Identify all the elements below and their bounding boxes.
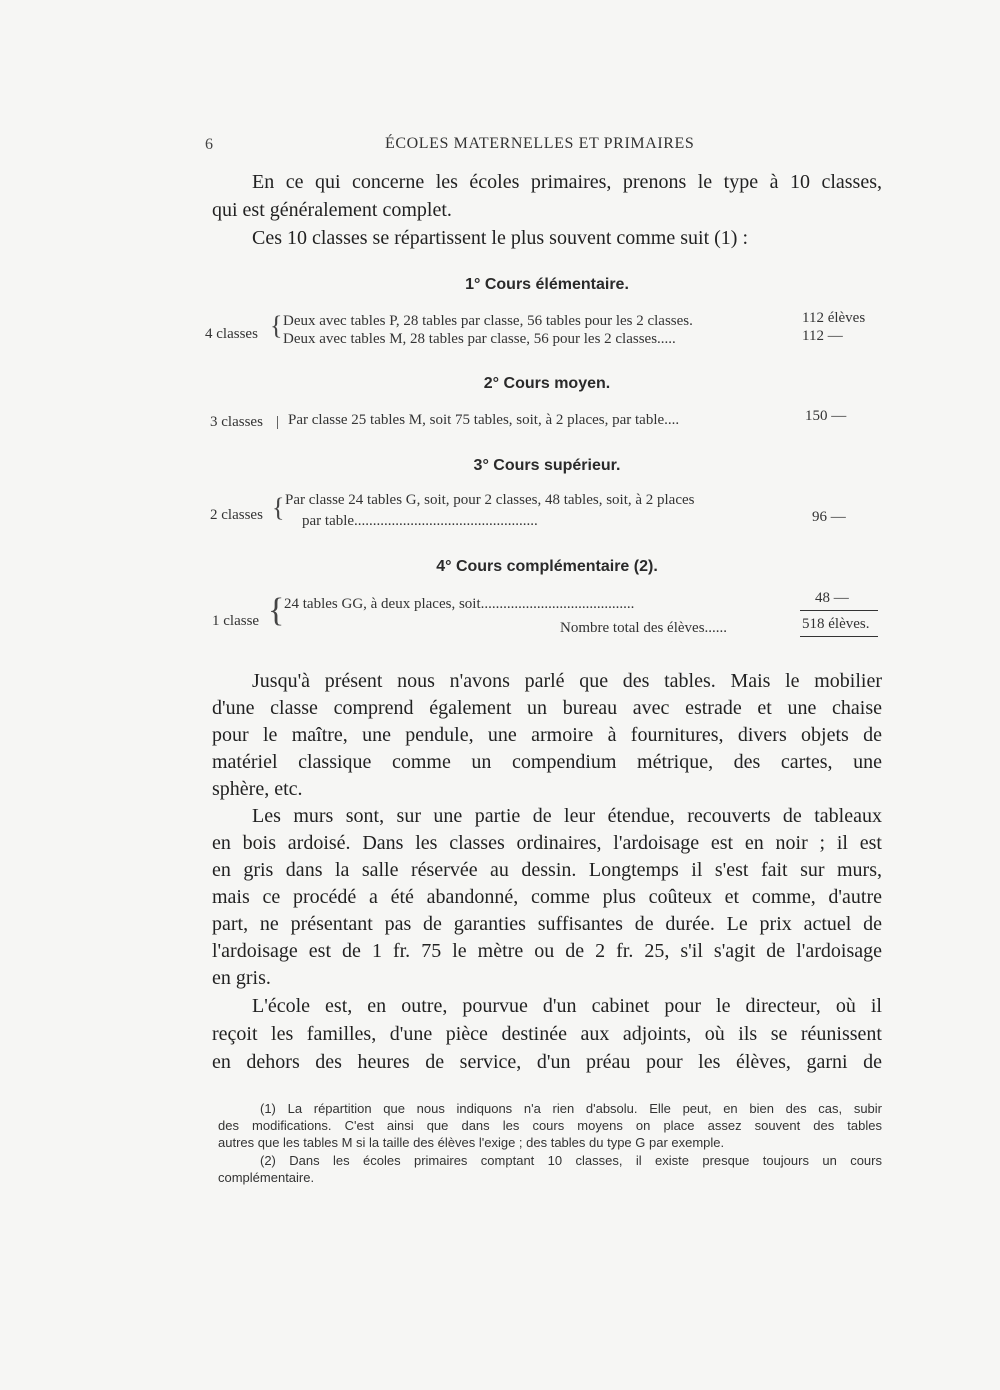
body-paragraph-3 [212, 992, 882, 1076]
p2-line-2: en bois ardoisé. Dans les classes ordinaires, l'ardoisage est en noir ; il est [212, 832, 882, 854]
section-3-value: 96 — [812, 509, 846, 525]
p3-line-3: en dehors des heures de service, d'un préau pour les élèves, garni de [212, 1051, 882, 1073]
section-1-row-2-value: 112 — [802, 328, 843, 344]
section-3-group-label: 2 classes [210, 507, 263, 523]
p2-line-1: Les murs sont, sur une partie de leur étendue, recouverts de tableaux [252, 805, 882, 827]
section-2-group-label: 3 classes [210, 414, 263, 430]
section-4-group-label: 1 classe [212, 613, 260, 629]
body-paragraph-2 [212, 803, 882, 992]
footnote-2 [218, 1152, 882, 1186]
total-label: Nombre total des élèves...... [560, 620, 728, 636]
p1-line-2: d'une classe comprend également un bureau avec estrade et une chaise [212, 697, 882, 719]
p2-line-4: mais ce procédé a été abandonné, comme plus coûteux et comme, d'autre [212, 886, 882, 908]
section-3-text-line-2: par table................................................. [302, 513, 538, 529]
p1-line-4: matériel classique comme un compendium métrique, des cartes, une [212, 751, 882, 773]
section-2-value: 150 — [805, 408, 847, 424]
p3-line-2: reçoit les familles, d'une pièce destinée aux adjoints, où ils se réunissent [212, 1023, 882, 1045]
fn1-line-1: (1) La répartition que nous indiquons n'a rien d'absolu. Elle peut, en bien des cas, subir [260, 1101, 882, 1116]
total-rule [800, 636, 878, 637]
section-1-row-1-value: 112 élèves [802, 310, 866, 326]
section-3-brace: { [272, 493, 285, 522]
p1-line-3: pour le maître, une pendule, une armoire à fournitures, divers objets de [212, 724, 882, 746]
p3-line-1: L'école est, en outre, pourvue d'un cabinet pour le directeur, où il [252, 995, 882, 1017]
section-4-heading: 4° Cours complémentaire (2). [436, 558, 658, 575]
subtotal-rule [800, 610, 878, 611]
section-2-heading: 2° Cours moyen. [483, 375, 611, 392]
body-paragraph-1 [212, 668, 882, 803]
intro-paragraph [212, 168, 882, 252]
section-4-value: 48 — [815, 590, 849, 606]
section-1-group-label: 4 classes [205, 326, 258, 342]
intro-line-1: En ce qui concerne les écoles primaires, prenons le type à 10 classes, [252, 171, 882, 193]
p2-line-6: l'ardoisage est de 1 fr. 75 le mètre ou de 2 fr. 25, s'il s'agit de l'ardoisage [212, 940, 882, 962]
fn1-line-3: autres que les tables M si la taille des élèves l'exige ; des tables du type G par exemple. [218, 1135, 725, 1150]
section-2-text: Par classe 25 tables M, soit 75 tables, soit, à 2 places, par table.... [288, 412, 680, 428]
section-3-heading: 3° Cours supérieur. [473, 457, 621, 474]
p2-line-7: en gris. [212, 967, 271, 989]
intro-line-3: Ces 10 classes se répartissent le plus souvent comme suit (1) : [252, 227, 749, 249]
fn2-line-2: complémentaire. [218, 1170, 315, 1185]
section-1-brace: { [270, 311, 283, 340]
footnote-1 [218, 1100, 882, 1151]
p2-line-5: part, ne présentant pas de garanties suffisantes de durée. Le prix actuel de [212, 913, 882, 935]
running-title: ÉCOLES MATERNELLES ET PRIMAIRES [385, 135, 695, 152]
intro-line-2: qui est généralement complet. [212, 199, 452, 221]
section-3-text-line-1: Par classe 24 tables G, soit, pour 2 classes, 48 tables, soit, à 2 places [285, 492, 695, 508]
p1-line-5: sphère, etc. [212, 778, 303, 800]
p1-line-1: Jusqu'à présent nous n'avons parlé que des tables. Mais le mobilier [252, 670, 882, 692]
section-4-text: 24 tables GG, à deux places, soit......................................... [284, 596, 635, 612]
total-value: 518 élèves. [802, 616, 870, 632]
fn2-line-1: (2) Dans les écoles primaires comptant 10 classes, il existe presque toujours un cours [260, 1153, 882, 1168]
section-1-row-2-text: Deux avec tables M, 28 tables par classe, 56 pour les 2 classes..... [283, 331, 676, 347]
fn1-line-2: des modifications. C'est ainsi que dans les cours moyens on place assez souvent des tables [218, 1118, 882, 1133]
section-2-divider: | [276, 414, 280, 430]
section-4-brace: { [268, 592, 285, 629]
page-number: 6 [205, 136, 213, 153]
section-1-row-1-text: Deux avec tables P, 28 tables par classe, 56 tables pour les 2 classes. [283, 313, 693, 329]
p2-line-3: en gris dans la salle réservée au dessin. Longtemps il s'est fait sur murs, [212, 859, 882, 881]
section-1-heading: 1° Cours élémentaire. [465, 276, 629, 293]
